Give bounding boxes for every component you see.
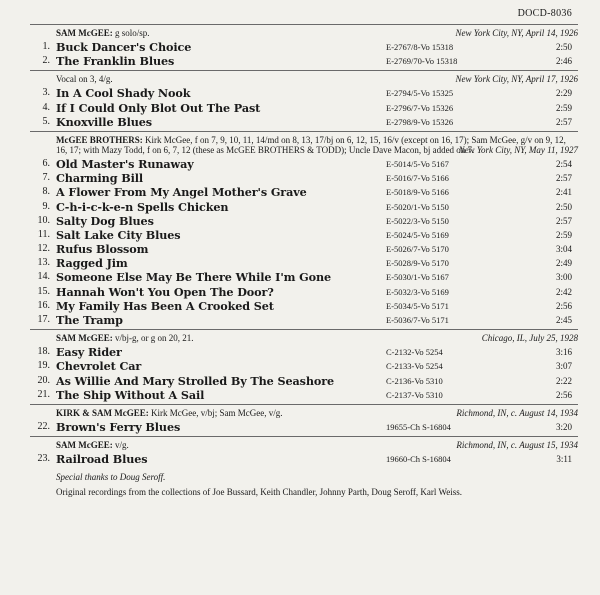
track-number: 17. [37,314,50,325]
track-title: Salt Lake City Blues [56,227,181,242]
track-row [30,157,578,171]
matrix-number: E-5030/1-Vo 5167 [386,272,449,283]
track-row [30,101,578,115]
track-title: Rufus Blossom [56,242,149,257]
track-title: Railroad Blues [56,452,148,467]
matrix-number: E-5016/7-Vo 5166 [386,173,449,184]
track-number: 14. [37,271,50,283]
track-row [30,242,578,256]
personnel: g solo/sp. [112,28,150,38]
track-number: 8. [42,186,50,198]
track-duration: 2:59 [555,102,572,113]
track-duration: 2:57 [555,215,572,226]
matrix-number: E-2767/8-Vo 15318 [386,42,454,52]
track-duration: 2:57 [555,116,572,127]
track-duration: 2:57 [555,173,572,184]
matrix-number: E-5032/3-Vo 5169 [386,286,449,297]
track-number: 22. [37,420,50,432]
matrix-number: C-2133-Vo 5254 [386,361,443,372]
track-duration: 2:50 [555,42,572,52]
track-row [30,420,578,434]
session-place-date: Chicago, IL, July 25, 1928 [481,333,578,344]
track-title: Knoxville Blues [56,114,153,129]
track-row [30,452,578,466]
track-row [30,285,578,299]
track-number: 4. [42,101,50,113]
track-title: As Willie And Mary Strolled By The Seashore [56,373,335,388]
matrix-number: E-5020/1-Vo 5150 [386,201,449,212]
matrix-number: 19655-Ch S-16804 [386,421,451,432]
artist-name: SAM McGEE: [56,28,113,38]
artist-name: SAM McGEE: [56,333,113,344]
matrix-number: E-5036/7-Vo 5171 [386,315,449,325]
track-title: Ragged Jim [56,256,128,271]
artist-name: McGEE BROTHERS: [56,134,143,145]
track-row [30,388,578,402]
track-row [30,214,578,228]
track-title: Someone Else May Be There While I'm Gone [56,270,332,285]
matrix-number: E-5022/3-Vo 5150 [386,215,449,226]
track-duration: 3:16 [555,347,572,358]
track-row [30,54,578,68]
catalog-number: DOCD-8036 [517,8,572,19]
track-row [30,40,578,54]
track-number: 10. [37,214,50,226]
track-number: 16. [37,299,50,311]
track-row [30,345,578,359]
matrix-number: 19660-Ch S-16804 [386,454,451,465]
matrix-number: C-2137-Vo 5310 [386,389,443,400]
personnel: v/g. [112,440,129,451]
track-duration: 2:46 [555,56,572,67]
track-row [30,171,578,185]
track-number: 11. [37,228,50,240]
track-number: 18. [37,346,50,358]
track-number: 3. [42,87,50,99]
track-title: If I Could Only Blot Out The Past [56,100,261,115]
track-number: 13. [37,257,50,269]
track-number: 9. [42,200,50,212]
track-duration: 2:56 [555,300,572,311]
track-listing [30,24,578,497]
session-header [30,70,578,86]
personnel: Vocal on 3, 4/g. [56,74,113,85]
personnel: v/bj-g, or g on 20, 21. [112,333,194,344]
track-title: Chevrolet Car [56,359,142,374]
track-title: My Family Has Been A Crooked Set [56,298,274,313]
track-duration: 3:00 [555,272,572,283]
track-number: 7. [42,172,50,184]
track-number: 2. [42,55,50,67]
track-row [30,200,578,214]
track-number: 21. [37,388,50,400]
track-duration: 2:50 [555,201,572,212]
personnel: Kirk McGee, v/bj; Sam McGee, v/g. [148,407,283,418]
session-header [30,404,578,420]
matrix-number: E-5028/9-Vo 5170 [386,258,449,269]
track-title: C-h-i-c-k-e-n Spells Chicken [56,199,229,214]
track-row [30,256,578,270]
track-title: Old Master's Runaway [56,156,194,171]
track-duration: 2:59 [555,229,572,240]
matrix-number: E-2794/5-Vo 15325 [386,88,454,99]
matrix-number: C-2132-Vo 5254 [386,347,443,358]
artist-name: KIRK & SAM McGEE: [56,407,149,418]
session-credit [56,74,113,84]
track-duration: 2:54 [555,158,572,169]
track-row [30,299,578,313]
session-place-date: Richmond, IN, c. August 15, 1934 [456,440,578,451]
track-row [30,374,578,388]
session-credit [56,440,129,450]
special-thanks: Special thanks to Doug Seroff. [56,472,166,483]
track-number: 23. [37,453,50,465]
track-row [30,86,578,100]
track-row [30,359,578,373]
track-duration: 3:04 [555,244,572,255]
track-duration: 2:49 [555,258,572,269]
track-row [30,313,578,327]
session-place-date: Richmond, IN, c. August 14, 1934 [456,407,578,418]
artist-name: SAM McGEE: [56,440,113,451]
session-place-date: New York City, NY, April 14, 1926 [455,28,578,38]
matrix-number: E-5034/5-Vo 5171 [386,300,449,311]
track-title: Hannah Won't You Open The Door? [56,284,274,299]
track-title: The Franklin Blues [56,54,175,69]
track-duration: 2:29 [555,88,572,99]
session-place-date: New York City, NY, May 11, 1927 [458,145,578,156]
track-title: A Flower From My Angel Mother's Grave [56,185,307,200]
track-duration: 2:41 [555,187,572,198]
track-number: 20. [37,374,50,386]
session-credit [56,333,194,343]
track-title: The Tramp [56,313,123,327]
track-number: 6. [42,157,50,169]
session-header [30,436,578,452]
track-title: Brown's Ferry Blues [56,419,181,434]
track-duration: 2:56 [555,389,572,400]
matrix-number: E-5018/9-Vo 5166 [386,187,449,198]
track-number: 5. [42,115,50,127]
matrix-number: E-5024/5-Vo 5169 [386,229,449,240]
track-number: 19. [37,360,50,372]
track-duration: 3:11 [556,454,572,465]
session-header [30,131,578,157]
track-number: 15. [37,285,50,297]
track-duration: 3:07 [555,361,572,372]
track-row [30,115,578,129]
track-title: Charming Bill [56,171,144,186]
track-title: Easy Rider [56,345,122,360]
matrix-number: E-5014/5-Vo 5167 [386,158,449,169]
track-number: 12. [37,243,50,255]
track-number: 1. [42,41,50,52]
track-duration: 2:45 [555,315,572,325]
matrix-number: E-2796/7-Vo 15326 [386,102,454,113]
track-duration: 3:20 [555,421,572,432]
track-title: In A Cool Shady Nook [56,86,191,101]
session-header [30,329,578,345]
track-title: Salty Dog Blues [56,213,154,228]
track-title: Buck Dancer's Choice [56,40,192,54]
session-credit [56,28,150,38]
matrix-number: C-2136-Vo 5310 [386,375,443,386]
track-title: The Ship Without A Sail [56,387,205,402]
track-row [30,185,578,199]
session-header [30,24,578,40]
track-duration: 2:42 [555,286,572,297]
matrix-number: E-2798/9-Vo 15326 [386,116,454,127]
matrix-number: E-2769/70-Vo 15318 [386,56,458,67]
track-row [30,270,578,284]
session-credit [56,408,282,418]
track-duration: 2:22 [555,375,572,386]
track-row [30,228,578,242]
liner-notes [30,472,578,497]
matrix-number: E-5026/7-Vo 5170 [386,244,449,255]
session-place-date: New York City, NY, April 17, 1926 [455,74,578,85]
personnel: Kirk McGee, f on 7, 9, 10, 11, 14/md on 8, 13, 17/bj on 6, 12, 15, 16/v (except on 16, 17); Sam McGee, g/v on 9, 12, 16, 17; with Mazy Todd, f on 6, 7, 12 (these as McGEE BROTHERS & TODD); Uncle Dave Macon, bj added on 7. [56,134,566,156]
sources-credit: Original recordings from the collections of Joe Bussard, Keith Chandler, Johnny Parth, Doug Seroff, Karl Weiss. [56,487,463,498]
